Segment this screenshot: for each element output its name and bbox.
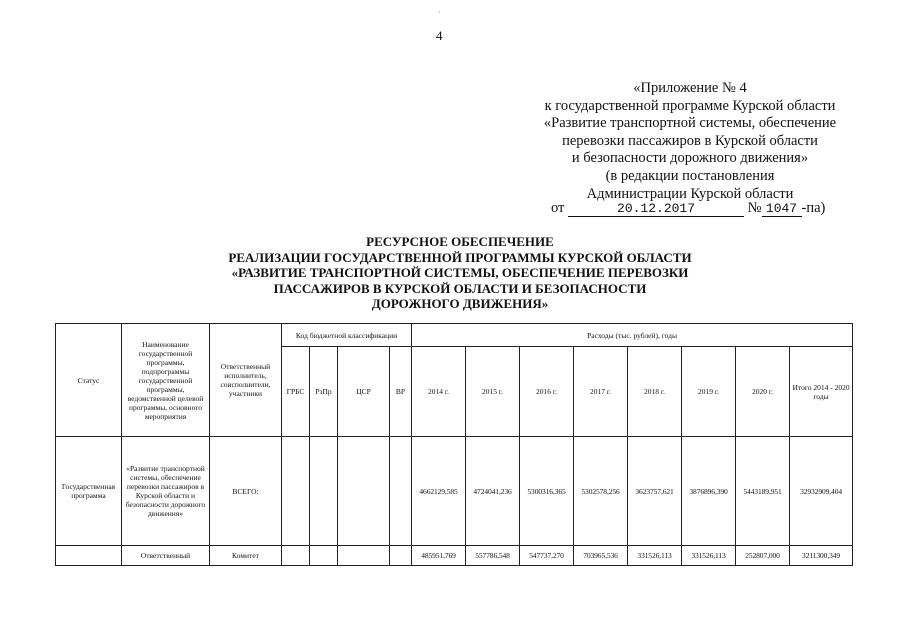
- header-row: [56, 324, 853, 347]
- appendix-line: к государственной программе Курской области: [544, 97, 836, 114]
- cell-status: Государственная программа: [56, 437, 122, 546]
- cell-value: 703965,536: [574, 546, 628, 566]
- cell-value: 5302578,256: [574, 437, 628, 546]
- table-row: [56, 546, 853, 566]
- title-line: РЕАЛИЗАЦИИ ГОСУДАРСТВЕННОЙ ПРОГРАММЫ КУРСКОЙ ОБЛАСТИ: [228, 249, 692, 265]
- approval-number: 1047: [762, 201, 802, 217]
- header-year: 2014 г.: [412, 347, 466, 437]
- document-title: [180, 234, 740, 312]
- approval-date: 20.12.2017: [568, 201, 744, 217]
- header-year: 2018 г.: [628, 347, 682, 437]
- cell-value: 4724041,236: [466, 437, 520, 546]
- header-rzpr: РзПр: [310, 347, 338, 437]
- page-number: 4: [436, 28, 443, 43]
- header-grbs: ГРБС: [282, 347, 310, 437]
- cell-executor: ВСЕГО:: [210, 437, 282, 546]
- cell-status: [56, 546, 122, 566]
- appendix-line: Администрации Курской области: [586, 185, 794, 202]
- appendix-line: и безопасности дорожного движения»: [571, 150, 809, 167]
- cell-grbs: [282, 546, 310, 566]
- cell-value: 547737,270: [520, 546, 574, 566]
- cell-value: 252807,000: [736, 546, 790, 566]
- header-name: Наименование государственной программы, подпрограммы государственной программы, ведомственной целевой программы, основного мероприятия: [122, 324, 210, 437]
- title-line: РЕСУРСНОЕ ОБЕСПЕЧЕНИЕ: [366, 234, 554, 249]
- header-csr: ЦСР: [338, 347, 390, 437]
- header-status: Статус: [56, 324, 122, 437]
- header-budget-code: Код бюджетной классификации: [282, 324, 412, 347]
- appendix-line: перевозки пассажиров в Курской области: [562, 132, 818, 149]
- resource-table: [55, 323, 853, 566]
- cell-rzpr: [310, 437, 338, 546]
- cell-value: 5300316,365: [520, 437, 574, 546]
- cell-name: Ответственный: [122, 546, 210, 566]
- header-total: Итого 2014 - 2020 годы: [790, 347, 853, 437]
- number-prefix: №: [747, 200, 762, 216]
- cell-value: 557786,548: [466, 546, 520, 566]
- header-expenses: Расходы (тыс. рублей), годы: [412, 324, 853, 347]
- header-executor: Ответственный исполнитель, соисполнители, участники: [210, 324, 282, 437]
- cell-csr: [338, 546, 390, 566]
- cell-total: 3211300,349: [790, 546, 853, 566]
- cell-executor: Комитет: [210, 546, 282, 566]
- header-vr: ВР: [390, 347, 412, 437]
- title-line: ДОРОЖНОГО ДВИЖЕНИЯ»: [371, 296, 549, 312]
- cell-value: 3876896,390: [682, 437, 736, 546]
- cell-value: 3623757,621: [628, 437, 682, 546]
- appendix-block: [520, 80, 860, 203]
- appendix-line: «Приложение № 4: [633, 80, 747, 96]
- header-year: 2015 г.: [466, 347, 520, 437]
- approval-line: [551, 200, 825, 217]
- cell-rzpr: [310, 546, 338, 566]
- number-suffix: -па): [801, 200, 826, 216]
- header-year: 2020 г.: [736, 347, 790, 437]
- cell-vr: [390, 437, 412, 546]
- header-year: 2019 г.: [682, 347, 736, 437]
- header-dot: ·: [438, 8, 441, 17]
- appendix-line: (в редакции постановления: [605, 167, 775, 184]
- cell-value: 4662129,585: [412, 437, 466, 546]
- cell-vr: [390, 546, 412, 566]
- cell-value: 5443189,951: [736, 437, 790, 546]
- cell-value: 485951,769: [412, 546, 466, 566]
- from-label: от: [551, 200, 565, 216]
- cell-total: 32932909,404: [790, 437, 853, 546]
- title-line: «РАЗВИТИЕ ТРАНСПОРТНОЙ СИСТЕМЫ, ОБЕСПЕЧЕНИЕ ПЕРЕВОЗКИ: [231, 265, 689, 281]
- appendix-line: «Развитие транспортной системы, обеспечение: [543, 115, 837, 132]
- title-line: ПАССАЖИРОВ В КУРСКОЙ ОБЛАСТИ И БЕЗОПАСНОСТИ: [273, 280, 647, 296]
- header-year: 2016 г.: [520, 347, 574, 437]
- table-row: [56, 437, 853, 546]
- cell-csr: [338, 437, 390, 546]
- header-year: 2017 г.: [574, 347, 628, 437]
- cell-value: 331526,113: [682, 546, 736, 566]
- cell-grbs: [282, 437, 310, 546]
- cell-name: «Развитие транспортной системы, обеспечение перевозки пассажиров в Курской области и безопасности дорожного движения»: [122, 437, 210, 546]
- cell-value: 331526,113: [628, 546, 682, 566]
